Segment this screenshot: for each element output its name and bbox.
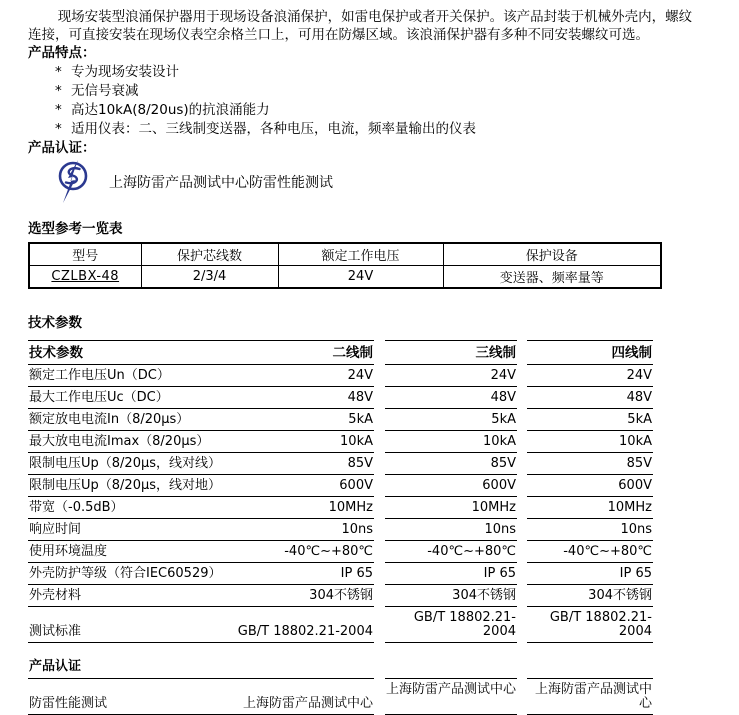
param-value-4wire: 10kA [527,431,653,453]
feature-text: 无信号衰减 [71,83,139,99]
param-label: 使用环境温度 [29,544,108,559]
param-value-2wire: 10kA [340,434,373,449]
asterisk-bullet: * [55,102,62,118]
param-value-4wire: 5kA [527,409,653,431]
cert-test-label: 防雷性能测试 [29,696,108,711]
param-value-3wire: 24V [385,365,517,387]
empty-cell [527,657,653,679]
cert-center-3wire: 上海防雷产品测试中心 [385,679,517,715]
param-value-3wire: 304不锈钢 [385,585,517,607]
param-value-4wire: 10ns [527,519,653,541]
model-cell [29,266,141,289]
certification-bottom-table [28,657,653,715]
intro-paragraph: 现场安装型浪涌保护器用于现场设备浪涌保护，如雷电保护或者开关保护。该产品封装于机械外壳内，螺纹连接，可直接安装在现场仪表空余格兰口上，可用在防爆区域。该浪涌保护器有多种不同安装螺纹可选。 [28,9,693,43]
feature-item [28,101,728,120]
param-value-3wire: IP 65 [385,563,517,585]
param-value-2wire: -40℃~+80℃ [284,544,373,559]
selection-table-data-row [29,266,661,289]
tech-header-param: 技术参数 [29,345,83,361]
param-label: 外壳材料 [29,588,82,603]
param-label: 响应时间 [29,522,82,537]
param-value-4wire: 10MHz [527,497,653,519]
cores-cell: 2/3/4 [141,266,278,289]
param-value-2wire: 48V [347,390,373,405]
cert-center-4wire: 上海防雷产品测试中心 [527,679,653,715]
tech-header-3wire: 三线制 [385,340,517,365]
param-value-2wire: 600V [339,478,373,493]
certification-text: 上海防雷产品测试中心防雷性能测试 [109,175,333,191]
param-value-3wire: 5kA [385,409,517,431]
param-value-2wire: 24V [347,368,373,383]
feature-item [28,82,728,101]
param-value-2wire: 85V [347,456,373,471]
certification-heading: 产品认证： [28,140,96,156]
tech-header-cell [28,340,374,365]
param-value-4wire: IP 65 [527,563,653,585]
tech-row [28,585,653,607]
param-value-2wire: 5kA [348,412,373,427]
selection-table-header-row [29,243,661,266]
tech-row [28,563,653,585]
feature-text: 专为现场安装设计 [71,64,179,80]
tech-row [28,387,653,409]
tech-params-title: 技术参数 [28,315,82,331]
lightning-protection-logo-icon [55,160,91,204]
tech-header-2wire: 二线制 [332,345,373,361]
param-label: 外壳防护等级（符合IEC60529） [29,566,222,581]
param-label: 额定放电电流In（8/20μs） [29,412,190,427]
selection-table [28,242,662,289]
certification-bottom-heading: 产品认证 [29,659,82,674]
asterisk-bullet: * [55,64,62,80]
param-label: 额定工作电压Un（DC） [29,368,170,383]
param-label: 测试标准 [29,624,82,639]
param-value-3wire: 600V [385,475,517,497]
col-header-cores: 保护芯线数 [141,243,278,266]
asterisk-bullet: * [55,83,62,99]
param-value-4wire: GB/T 18802.21-2004 [527,607,653,643]
param-label: 限制电压Up（8/20μs，线对线） [29,456,222,471]
selection-table-title: 选型参考一览表 [28,221,123,237]
param-value-4wire: 48V [527,387,653,409]
param-value-2wire: IP 65 [340,566,373,581]
feature-text: 高达10kA(8/20us)的抗浪涌能力 [71,102,270,118]
voltage-cell: 24V [278,266,443,289]
param-value-2wire: 10MHz [328,500,373,515]
devices-cell: 变送器、频率量等 [443,266,661,289]
tech-row [28,541,653,563]
param-value-2wire: 304不锈钢 [309,588,373,603]
tech-row [28,409,653,431]
certification-bottom-data-row [28,679,653,715]
tech-params-table [28,340,653,643]
param-value-3wire: 85V [385,453,517,475]
param-value-3wire: 10MHz [385,497,517,519]
col-header-model: 型号 [29,243,141,266]
param-value-4wire: -40℃~+80℃ [527,541,653,563]
param-value-4wire: 600V [527,475,653,497]
param-value-3wire: GB/T 18802.21-2004 [385,607,517,643]
tech-row [28,431,653,453]
param-value-4wire: 24V [527,365,653,387]
tech-row [28,607,653,643]
col-header-voltage: 额定工作电压 [278,243,443,266]
col-header-devices: 保护设备 [443,243,661,266]
feature-item [28,63,728,82]
features-heading: 产品特点： [28,45,96,61]
param-value-2wire: 10ns [341,522,373,537]
param-label: 最大放电电流Imax（8/20μs） [29,434,210,449]
param-label: 带宽（-0.5dB） [29,500,124,515]
tech-row [28,453,653,475]
cert-center-2wire: 上海防雷产品测试中心 [242,696,373,711]
asterisk-bullet: * [55,121,62,137]
tech-row [28,475,653,497]
param-value-3wire: -40℃~+80℃ [385,541,517,563]
tech-row [28,497,653,519]
certification-bottom-heading-row [28,657,653,679]
feature-item [28,120,728,139]
tech-header-row [28,340,653,365]
empty-cell [385,657,517,679]
model-link[interactable]: CZLBX-48 [51,269,120,284]
feature-text: 适用仪表：二、三线制变送器，各种电压，电流，频率量输出的仪表 [71,121,476,137]
tech-row [28,365,653,387]
param-label: 限制电压Up（8/20μs，线对地） [29,478,222,493]
param-value-3wire: 10ns [385,519,517,541]
param-value-4wire: 304不锈钢 [527,585,653,607]
tech-row [28,519,653,541]
tech-header-4wire: 四线制 [527,340,653,365]
param-value-2wire: GB/T 18802.21-2004 [237,624,373,639]
param-value-4wire: 85V [527,453,653,475]
param-label: 最大工作电压Uc（DC） [29,390,169,405]
param-value-3wire: 48V [385,387,517,409]
param-value-3wire: 10kA [385,431,517,453]
certification-row [55,160,728,204]
